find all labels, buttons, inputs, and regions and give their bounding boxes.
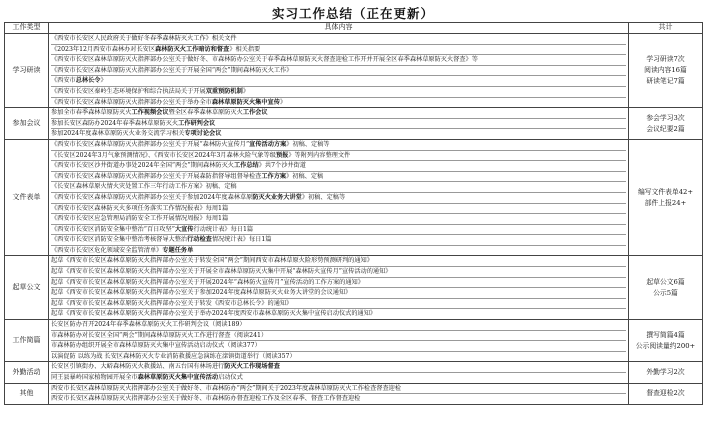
line-text: 《西安市长安区危化领域安全监管清单》: [51, 246, 163, 254]
content-line: [51, 108, 626, 119]
line-text: 起草《西安市长安区森林草原防灭火指挥部办公室关于转发全国“两会”期间西安市森林草原火险形势预测研判的通知》: [51, 257, 373, 265]
header-row: [5, 23, 703, 34]
total-item: 学习研读7次: [646, 55, 685, 64]
content-line: [51, 204, 626, 215]
table-body: [5, 34, 703, 405]
line-text: 《西安市长安区消防安全集中整治“百日攻坚”: [51, 225, 175, 233]
line-text: 》: [100, 77, 107, 85]
line-text: 市森林防办组织开展全市森林草原防灭火集中宣传活动启动仪式（阅读377）: [51, 342, 261, 350]
total-item: 部件上报24+: [644, 198, 687, 207]
section-content: [49, 320, 629, 362]
line-text: 《长安区2024年3月气象预测情况》、《西安市长安区2024年3月森林火险气象等级: [51, 151, 276, 159]
line-text: 西安市长安区森林草原防灭火指挥部办公室关于做好冬、市森林防办督查迎检工作及全区春季、督查工作督查迎检: [51, 395, 361, 403]
line-text: 同王县暴岭国家植物园开展全市: [51, 374, 138, 381]
emphasis-text: 预报: [275, 151, 289, 159]
content-line: [51, 55, 626, 66]
total-item: 编写文件表单42+: [637, 187, 694, 196]
section-total: [629, 256, 703, 320]
emphasis-text: 工作会议: [242, 109, 268, 117]
line-text: 情况统计表》每日1篇: [211, 236, 272, 244]
total-item: 参会学习3次: [646, 113, 685, 122]
emphasis-text: 森林草原防灭火集中宣传活动: [137, 374, 219, 381]
line-text: 》相关指要: [229, 45, 261, 53]
content-line: [51, 98, 626, 108]
line-text: 参加2024年度森林草原防灭火业务交流学习相关: [51, 130, 185, 138]
emphasis-text: 宣传活动方案: [249, 140, 287, 148]
line-text: 市森林防办对长安区全国“两会”期间森林草原防灭火工作进行督查（阅读241）: [51, 331, 268, 339]
content-line: [51, 373, 626, 383]
total-item: 起草公文6篇: [646, 277, 685, 286]
section-type: 文件表单: [5, 139, 49, 256]
content-line: [51, 299, 626, 310]
line-text: 《西安市长安区森林防灭火多项任务落实工作情况报表》每周1篇: [51, 204, 229, 212]
emphasis-text: 专题任务单: [162, 246, 194, 254]
line-text: 《西安市长安区森林草原防灭火指挥部办公室关于开展“森林防火宣传月”: [51, 140, 250, 148]
content-line: [51, 182, 626, 193]
section-total: [629, 320, 703, 362]
content-line: [51, 384, 626, 395]
line-text: 》初稿、定稿等: [286, 140, 330, 148]
section-type: 起草公文: [5, 256, 49, 320]
line-text: 起草《西安市长安区森林草原防灭火指挥部办公室关于举办2024年度西安市森林草原防灭火集中宣传启动仪式的通知》: [51, 310, 377, 318]
total-item: 阅读内容16篇: [644, 66, 687, 75]
section-content: [49, 362, 629, 383]
section-total: [629, 108, 703, 140]
content-line: [51, 172, 626, 183]
section-total: [629, 383, 703, 404]
emphasis-text: 防灭火工作现场督查: [224, 363, 280, 371]
section-total: [629, 139, 703, 256]
table-row: [5, 320, 703, 362]
content-line: [51, 267, 626, 278]
total-item: 公示阅读量约200+: [635, 341, 696, 350]
content-line: [51, 161, 626, 172]
line-text: 暨全区春季森林草原防灭火: [168, 109, 243, 117]
emphasis-text: 防灭火业务大讲堂: [252, 193, 302, 201]
section-content: [49, 34, 629, 108]
content-line: [51, 193, 626, 204]
line-text: 启动仪式: [218, 374, 243, 381]
table-row: [5, 108, 703, 140]
line-text: 《西安市长安区森林草原防灭火指挥部办公室关于开展全国“两会”期间森林防灭火工作》: [51, 66, 293, 74]
emphasis-text: 行动检查: [187, 236, 212, 244]
total-item: 会议纪要2篇: [646, 124, 685, 133]
content-line: [51, 278, 626, 289]
section-total: [629, 34, 703, 108]
line-text: 西安市长安区森林草原防灭火指挥部办公室关于做好冬、市森林防办“两会”期间关于2023年度森林草原防灭火工作检查督查迎检: [51, 384, 402, 392]
line-text: 《西安市长安区消防安全集中整治考核督导大整治: [51, 236, 188, 244]
section-content: [49, 256, 629, 320]
line-text: 》: [242, 87, 249, 95]
line-text: 《西安市长安区沙井街道办事处2024年全国“两会”期间森林防灭火: [51, 162, 234, 170]
emphasis-text: 总林长令: [75, 77, 101, 85]
emphasis-text: 森林草原防灭火集中宣传: [211, 98, 280, 106]
total-item: 外勤学习2次: [646, 368, 685, 376]
summary-table: [4, 22, 703, 405]
header-total: 共计: [629, 23, 703, 34]
total-item: 公示5篇: [653, 288, 678, 297]
line-text: 起草《西安市长安区森林草原防灭火指挥部办公室关于开展2024年“森林防火宣传月”宣传活动的工作方案的通知》: [51, 278, 364, 286]
emphasis-text: 大宣传: [174, 225, 194, 233]
page-title: 实习工作总结（正在更新）: [271, 6, 434, 21]
table-row: [5, 383, 703, 404]
section-type: 外勤活动: [5, 362, 49, 383]
line-text: 《西安市长安区应急管理局消防安全工作开展情况周报》每周1篇: [51, 215, 229, 223]
line-text: 参加全市春季森林草原防灭火: [51, 109, 132, 117]
content-line: [51, 45, 626, 56]
line-text: 起草《西安市长安区森林草原防灭火指挥部办公室关于参加2024年度森林草原防灭火业务大讲堂的会议通知》: [51, 289, 352, 297]
content-line: [51, 140, 626, 151]
emphasis-text: 森林防灭火工作暗访和督查: [155, 45, 230, 53]
content-line: [51, 309, 626, 319]
content-line: [51, 320, 626, 331]
section-type: 其他: [5, 383, 49, 404]
content-line: [51, 288, 626, 299]
line-text: 长安区防办召开2024年春季森林草原防灭火工作研判会议（阅读189）: [51, 321, 246, 329]
content-line: [51, 129, 626, 139]
line-text: 起草《西安市长安区森林草原防灭火指挥部办公室关于转发《西安市总林长令》的通知》: [51, 299, 293, 307]
section-type: 学习研读: [5, 34, 49, 108]
line-text: 》: [279, 98, 287, 106]
line-text: 参加长安区森防办2024年春季森林草原防灭火: [51, 119, 179, 127]
line-text: 《西安市长安区人民政府关于做好冬春季森林防灭火工作》相关文件: [51, 35, 237, 42]
content-line: [51, 352, 626, 362]
emphasis-text: 工作方案: [261, 172, 287, 180]
line-text: 》初稿、定稿: [286, 172, 324, 180]
content-line: [51, 394, 626, 404]
content-line: [51, 331, 626, 342]
section-total: [629, 362, 703, 383]
line-text: 起草《西安市长安区森林草原防灭火指挥部办公室关于开展全市森林草原防灭火集中开展“森林防火宣传月”宣传活动的通知》: [51, 268, 392, 276]
content-line: [51, 362, 626, 373]
total-item: 研读笔记7篇: [646, 77, 685, 86]
content-line: [51, 246, 626, 256]
content-line: [51, 256, 626, 267]
line-text: 长安区引镇街办、大峪森林防灭火救援站、南五台国有林场进行: [51, 363, 225, 371]
content-line: [51, 214, 626, 225]
table-row: [5, 362, 703, 383]
table-row: [5, 139, 703, 256]
content-line: [51, 66, 626, 77]
line-text: 《西安市长安区秦岭生态环境保护和综合执法局关于开展: [51, 87, 206, 95]
header-type: 工作类型: [5, 23, 49, 34]
line-text: 》等附列内容整理文件: [288, 151, 351, 159]
section-content: [49, 139, 629, 256]
line-text: 《西安市长安区森林草原防灭火指挥部办公室关于举办全市: [51, 98, 212, 106]
line-text: 《西安市长安区森林草原防灭火指挥部办公室关于参加2024年度森林草原: [51, 193, 253, 201]
line-text: 以演促防 以练为战 长安区森林防灭火专业消防救援应急演练在滦镇街道举行（阅读357）: [51, 352, 296, 360]
content-line: [51, 151, 626, 162]
section-content: [49, 383, 629, 404]
emphasis-text: 工作视频会议: [131, 109, 169, 117]
line-text: 《西安市: [51, 77, 76, 85]
content-line: [51, 87, 626, 98]
content-line: [51, 225, 626, 236]
total-item: 督查迎检2次: [646, 389, 685, 398]
emphasis-text: 专项讨论会议: [184, 130, 222, 138]
content-line: [51, 341, 626, 352]
line-text: 行动统计表》每日1篇: [193, 225, 254, 233]
line-text: 《长安区森林草原火情火灾处置工作三年行动工作方案》初稿、定稿: [51, 183, 237, 191]
table-row: [5, 256, 703, 320]
line-text: 《西安市长安区森林草原防灭火指挥部办公室关于开展森防指督导组督导检查: [51, 172, 262, 180]
section-content: [49, 108, 629, 140]
content-line: [51, 235, 626, 246]
emphasis-text: 工作研判会议: [178, 119, 216, 127]
line-text: 》初稿、定稿等: [301, 193, 346, 201]
content-line: [51, 119, 626, 130]
content-line: [51, 76, 626, 87]
line-text: 《2023年12月西安市森林办对长安区: [51, 45, 156, 53]
content-line: [51, 34, 626, 45]
emphasis-text: 双重预防机制: [205, 87, 243, 95]
emphasis-text: 工作总结: [233, 162, 259, 170]
section-type: 参加会议: [5, 108, 49, 140]
line-text: 》共7个沙井街道: [258, 162, 306, 170]
header-content: 具体内容: [49, 23, 629, 34]
section-type: 工作简篇: [5, 320, 49, 362]
table-row: [5, 34, 703, 108]
line-text: 《西安市长安区森林草原防灭火指挥部办公室关于做好冬、市森林防办公室关于春季森林草原防灭火督查迎检工作开并开展全区春季森林草原防灭火督查》等: [51, 56, 478, 64]
total-item: 撰写简篇4篇: [646, 330, 685, 339]
